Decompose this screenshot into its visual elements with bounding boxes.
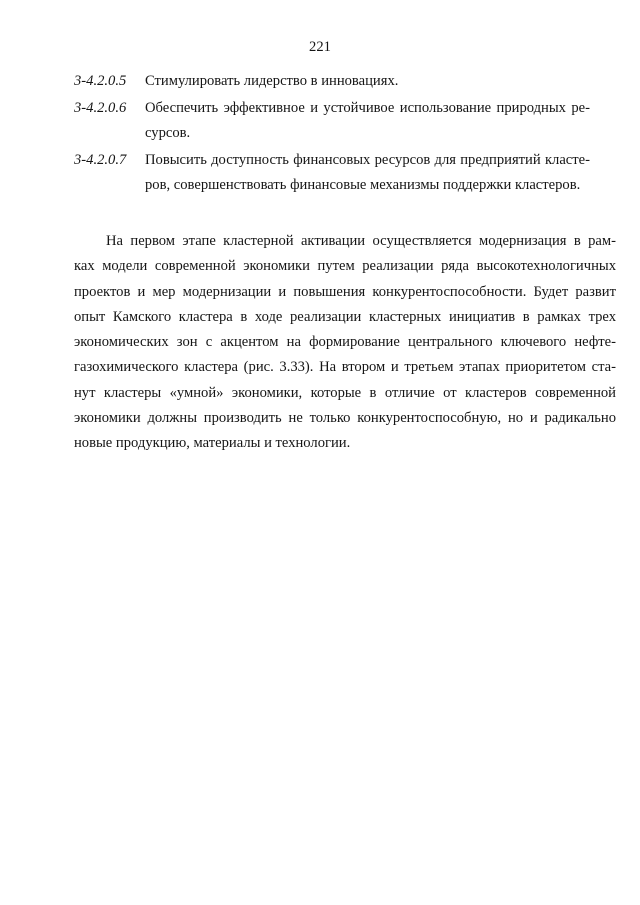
paragraph-line: экономики должны производить не только конкурентоспособную, но и радикально (74, 410, 616, 427)
page-number: 221 (309, 39, 331, 55)
item-code: 3-4.2.0.7 (74, 152, 127, 168)
item-text (145, 96, 590, 146)
paragraph-line: опыт Камского кластера в ходе реализации кластерных инициатив в рамках трех (74, 308, 616, 325)
item-text (145, 69, 590, 94)
item-text-line: Повысить доступность финансовых ресурсов для предприятий класте- (145, 152, 590, 168)
paragraph-line: нут кластеры «умной» экономики, которые в отличие от кластеров современной (74, 384, 616, 401)
paragraph-line: газохимического кластера (рис. 3.33). На втором и третьем этапах приоритетом ста- (74, 359, 616, 376)
paragraph-line: проектов и мер модернизации и повышения конкурентоспособности. Будет развит (74, 283, 616, 300)
item-text-line: сурсов. (145, 125, 191, 141)
item-text (145, 148, 590, 198)
paragraph-line: ках модели современной экономики путем реализации ряда высокотехнологичных (74, 258, 616, 275)
item-text-line: ров, совершенствовать финансовые механизмы поддержки кластеров. (145, 177, 581, 193)
item-text-line: Стимулировать лидерство в инновациях. (145, 73, 399, 89)
paragraph-line: новые продукцию, материалы и технологии. (74, 435, 351, 452)
item-text-line: Обеспечить эффективное и устойчивое использование природных ре- (145, 100, 590, 116)
body-paragraph (74, 229, 616, 457)
paragraph-line: экономических зон с акцентом на формирование центрального ключевого нефте- (74, 334, 616, 351)
paragraph-line: На первом этапе кластерной активации осуществляется модернизация в рам- (106, 233, 616, 249)
item-code: 3-4.2.0.5 (74, 73, 127, 89)
item-code: 3-4.2.0.6 (74, 100, 127, 116)
